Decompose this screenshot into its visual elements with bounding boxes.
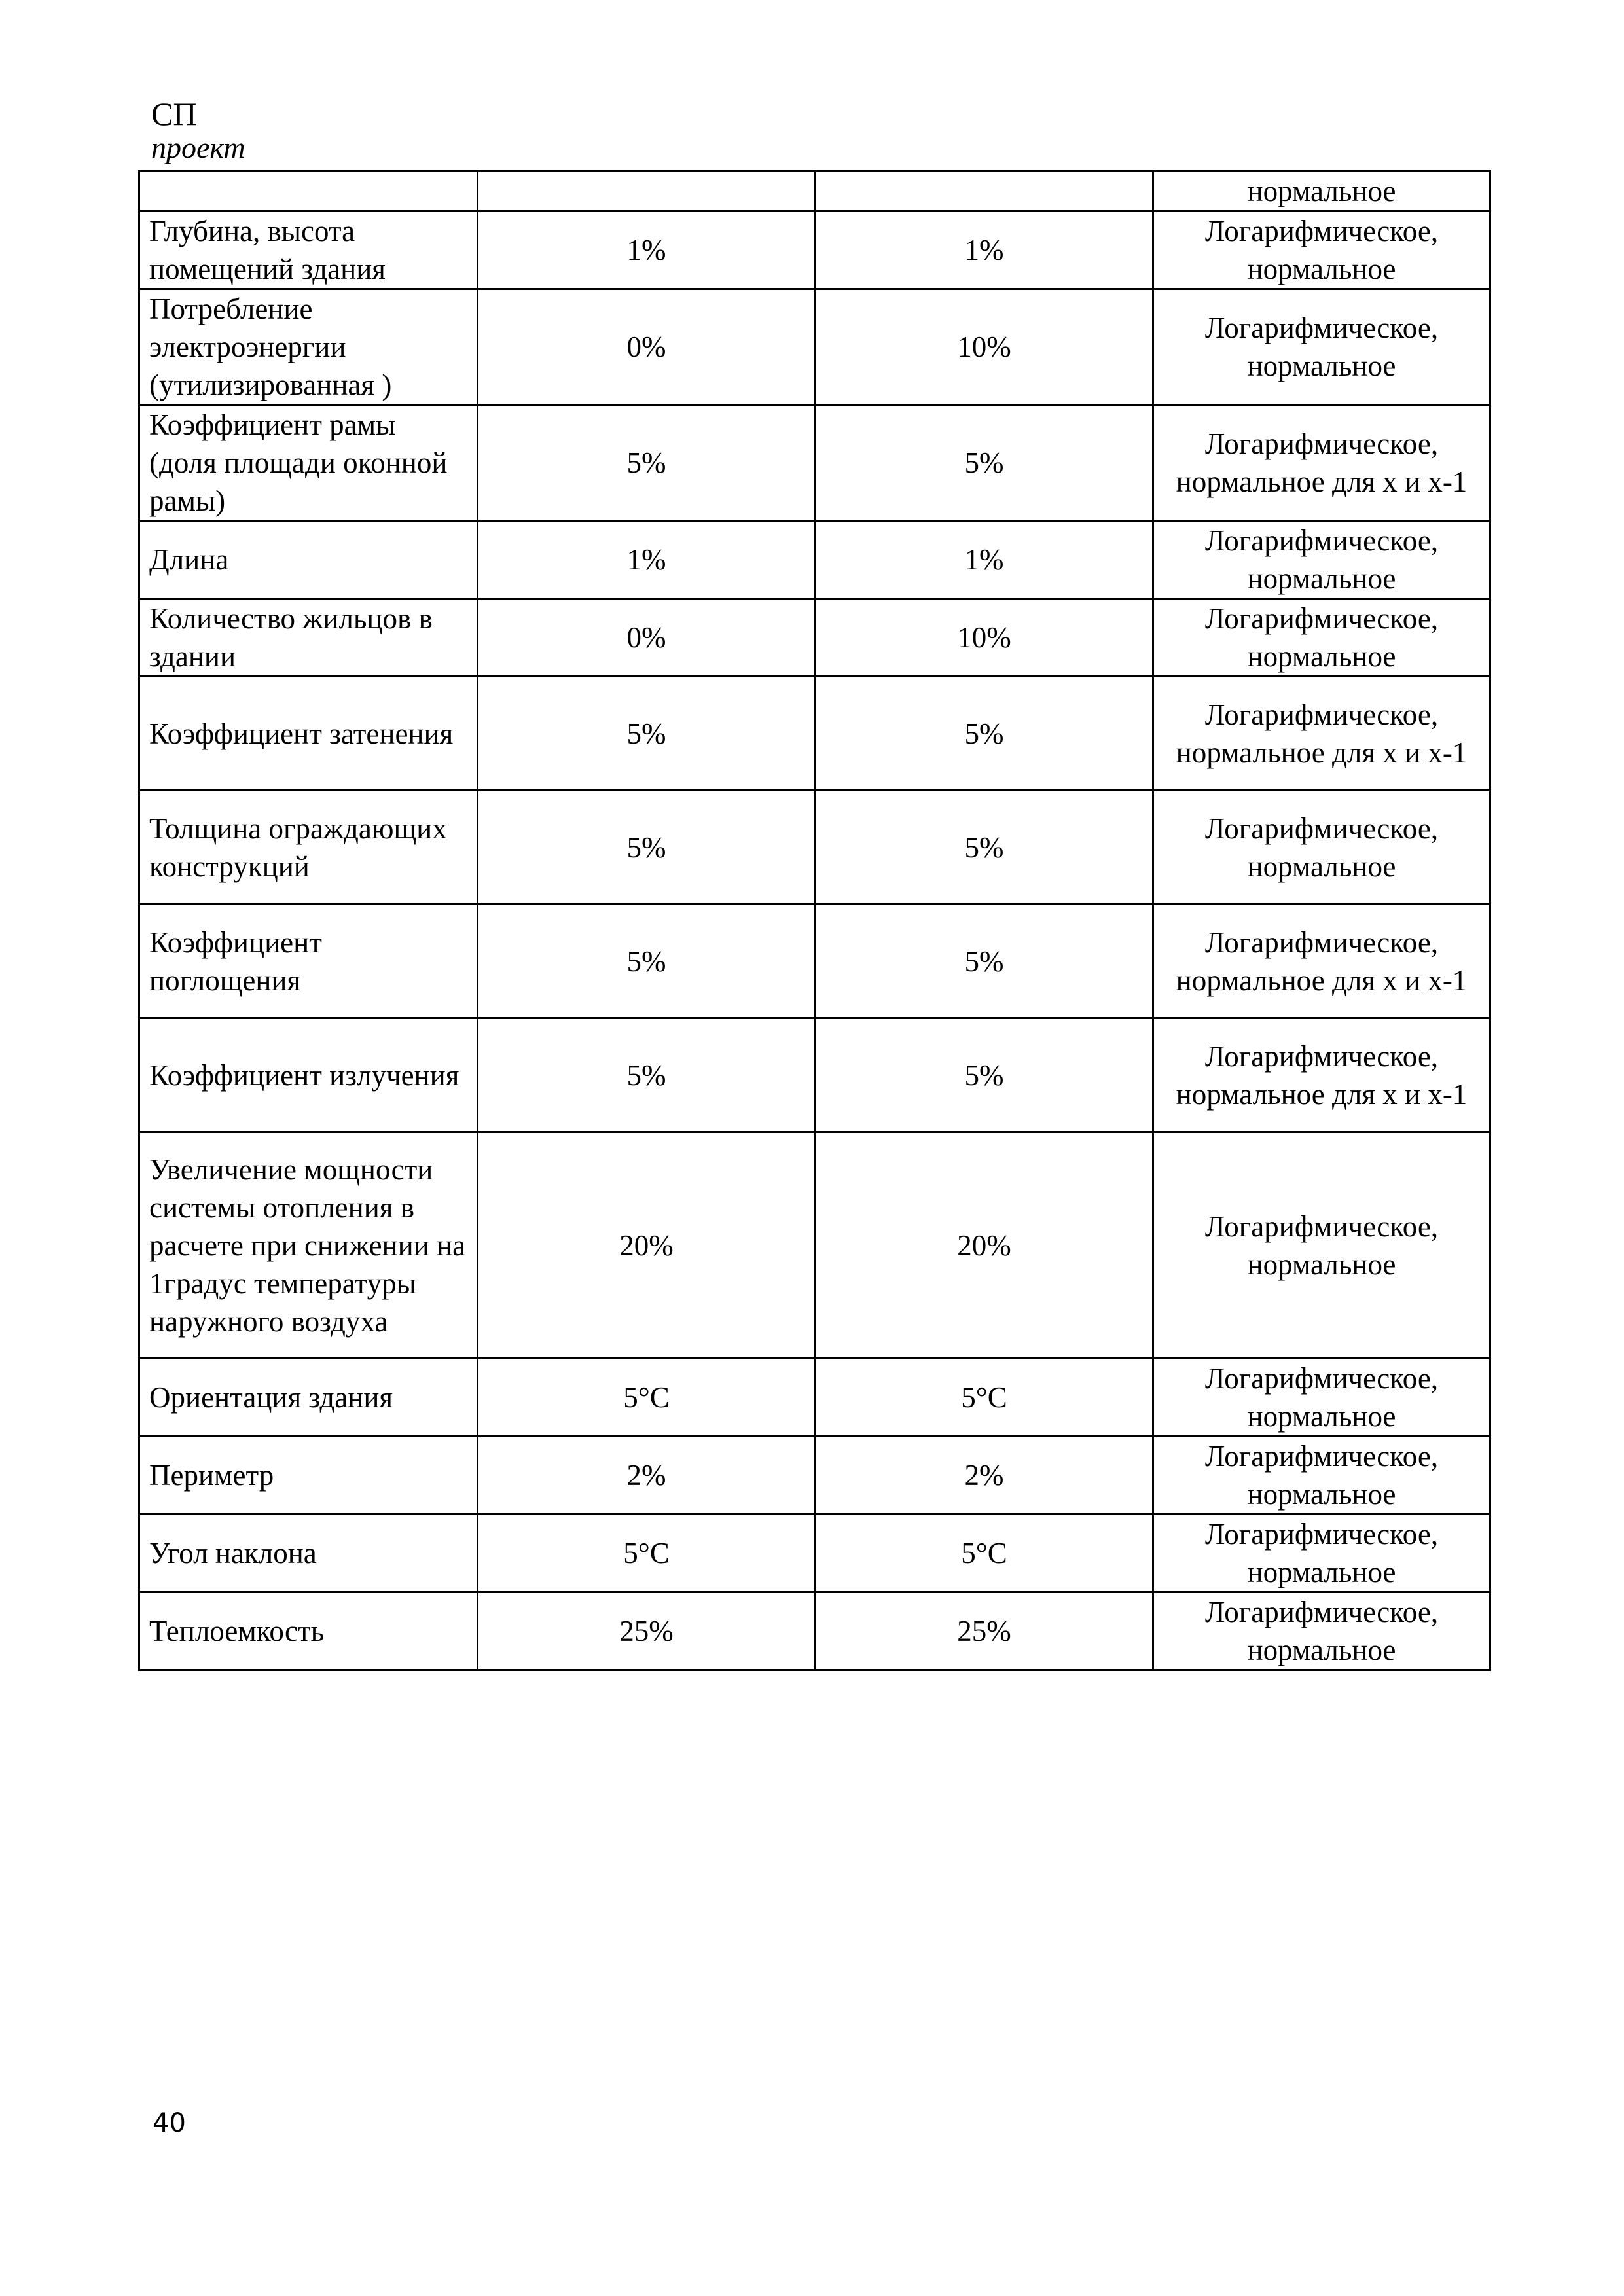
distribution-cell: Логарифмическое, нормальное — [1153, 1359, 1490, 1437]
distribution-cell: Логарифмическое, нормальное — [1153, 1132, 1490, 1359]
value-cell-2: 25% — [816, 1592, 1153, 1670]
value-cell-1 — [478, 171, 816, 211]
distribution-cell: нормальное — [1153, 171, 1490, 211]
parameter-cell: Потребление электроэнергии (утилизированная ) — [139, 289, 478, 405]
distribution-cell: Логарифмическое, нормальное — [1153, 1592, 1490, 1670]
parameter-cell: Коэффициент рамы (доля площади оконной рамы) — [139, 405, 478, 521]
parameter-cell: Количество жильцов в здании — [139, 599, 478, 677]
value-cell-2: 5% — [816, 677, 1153, 791]
value-cell-1: 0% — [478, 289, 816, 405]
distribution-cell: Логарифмическое, нормальное — [1153, 1515, 1490, 1592]
distribution-cell: Логарифмическое, нормальное — [1153, 599, 1490, 677]
table-row — [139, 289, 1490, 405]
table-row — [139, 599, 1490, 677]
table-row — [139, 677, 1490, 791]
value-cell-2 — [816, 171, 1153, 211]
table-row — [139, 1515, 1490, 1592]
table-row — [139, 405, 1490, 521]
table-row — [139, 1359, 1490, 1437]
distribution-cell: Логарифмическое, нормальное — [1153, 521, 1490, 599]
table-row — [139, 211, 1490, 289]
value-cell-2: 1% — [816, 521, 1153, 599]
value-cell-1: 5% — [478, 791, 816, 905]
document-status: проект — [151, 131, 245, 164]
table-row — [139, 521, 1490, 599]
value-cell-1: 0% — [478, 599, 816, 677]
parameter-cell: Толщина ограждающих конструкций — [139, 791, 478, 905]
distribution-cell: Логарифмическое, нормальное для x и x-1 — [1153, 905, 1490, 1018]
value-cell-2: 10% — [816, 289, 1153, 405]
value-cell-2: 5% — [816, 905, 1153, 1018]
value-cell-2: 5°C — [816, 1515, 1153, 1592]
value-cell-1: 2% — [478, 1437, 816, 1515]
table-row — [139, 1592, 1490, 1670]
value-cell-1: 1% — [478, 211, 816, 289]
value-cell-2: 20% — [816, 1132, 1153, 1359]
value-cell-2: 10% — [816, 599, 1153, 677]
table-row — [139, 791, 1490, 905]
parameter-cell: Увеличение мощности системы отопления в расчете при снижении на 1градус температуры наружного воздуха — [139, 1132, 478, 1359]
distribution-cell: Логарифмическое, нормальное — [1153, 791, 1490, 905]
value-cell-2: 5% — [816, 791, 1153, 905]
value-cell-1: 5% — [478, 905, 816, 1018]
distribution-cell: Логарифмическое, нормальное для x и x-1 — [1153, 1018, 1490, 1132]
parameters-table — [138, 170, 1491, 1671]
value-cell-2: 5% — [816, 405, 1153, 521]
page-number: 40 — [153, 2108, 186, 2138]
table-row — [139, 1132, 1490, 1359]
value-cell-1: 1% — [478, 521, 816, 599]
value-cell-2: 2% — [816, 1437, 1153, 1515]
parameter-cell: Коэффициент затенения — [139, 677, 478, 791]
distribution-cell: Логарифмическое, нормальное — [1153, 1437, 1490, 1515]
parameter-cell — [139, 171, 478, 211]
value-cell-1: 5% — [478, 1018, 816, 1132]
value-cell-1: 20% — [478, 1132, 816, 1359]
distribution-cell: Логарифмическое, нормальное — [1153, 211, 1490, 289]
parameter-cell: Длина — [139, 521, 478, 599]
distribution-cell: Логарифмическое, нормальное для x и x-1 — [1153, 677, 1490, 791]
distribution-cell: Логарифмическое, нормальное — [1153, 289, 1490, 405]
parameter-cell: Ориентация здания — [139, 1359, 478, 1437]
table-row — [139, 1018, 1490, 1132]
parameter-cell: Угол наклона — [139, 1515, 478, 1592]
value-cell-2: 5% — [816, 1018, 1153, 1132]
value-cell-2: 1% — [816, 211, 1153, 289]
distribution-cell: Логарифмическое, нормальное для x и x-1 — [1153, 405, 1490, 521]
table-row — [139, 171, 1490, 211]
parameter-cell: Коэффициент излучения — [139, 1018, 478, 1132]
value-cell-1: 5°C — [478, 1515, 816, 1592]
parameter-cell: Теплоемкость — [139, 1592, 478, 1670]
value-cell-1: 5% — [478, 677, 816, 791]
table-row — [139, 1437, 1490, 1515]
table-row — [139, 905, 1490, 1018]
value-cell-2: 5°C — [816, 1359, 1153, 1437]
value-cell-1: 5°C — [478, 1359, 816, 1437]
value-cell-1: 5% — [478, 405, 816, 521]
document-code: СП — [151, 96, 197, 132]
value-cell-1: 25% — [478, 1592, 816, 1670]
table-body — [139, 171, 1490, 1670]
parameter-cell: Периметр — [139, 1437, 478, 1515]
parameter-cell: Глубина, высота помещений здания — [139, 211, 478, 289]
parameter-cell: Коэффициент поглощения — [139, 905, 478, 1018]
